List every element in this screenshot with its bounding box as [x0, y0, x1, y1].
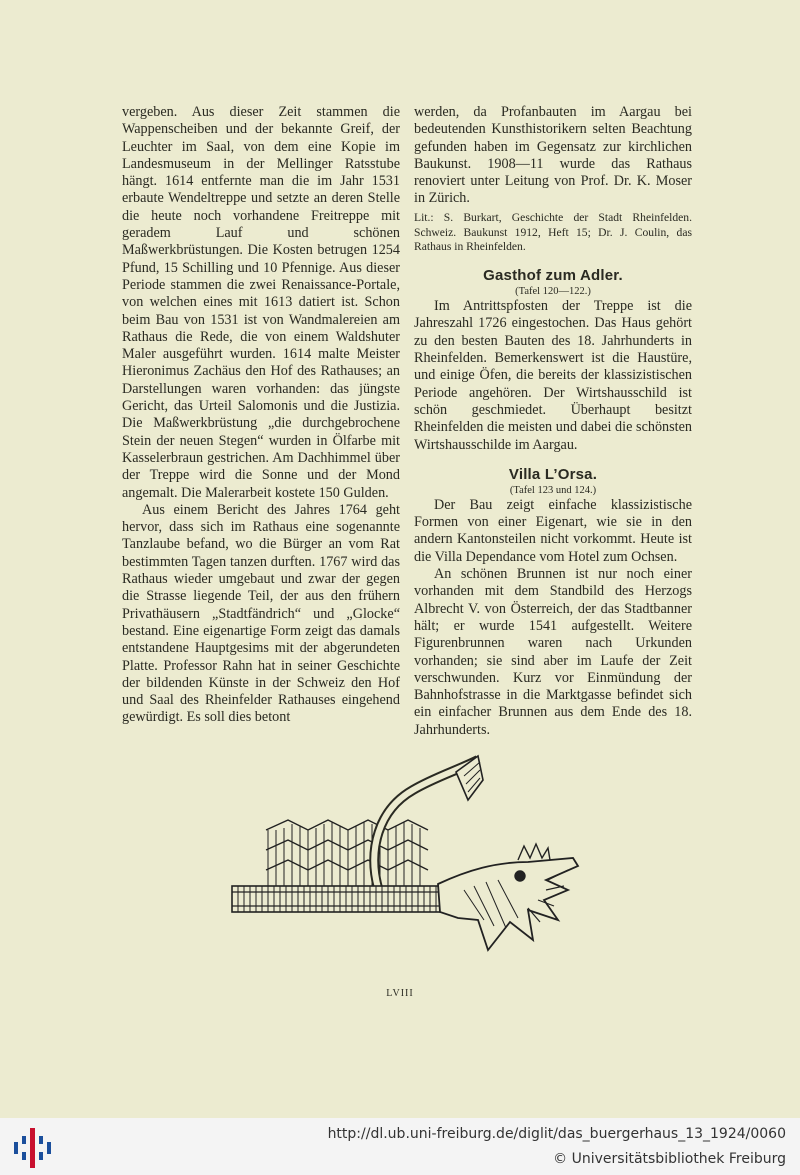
- plate-reference-2: (Tafel 123 und 124.): [509, 484, 597, 496]
- dragon-gargoyle-icon: [228, 750, 598, 970]
- right-paragraph-4: An schönen Brunnen ist nur noch einer vorhanden mit dem Standbild des Herzogs Albrecht V. von Österreich, der das Stadtbanner hält; er wurde 1541 aufgestellt. Weitere Figurenbrunnen waren nach Urkunden vorhanden; sie sind aber im Laufe der Zeit verschwunden. Kurz vor Einmündung der Bahnhofstrasse in die Marktgasse befindet sich ein einfacher Brunnen aus dem Ende des 18. Jahrhunderts.: [414, 566, 692, 738]
- right-paragraph-2: Im Antrittspfosten der Treppe ist die Jahreszahl 1726 eingestochen. Das Haus gehört zu den besten Bauten des 18. Jahrhunderts in Rheinfelden. Bemerkenswert ist die Haustüre, und einige Öfen, die bereits der klassizistischen Periode angehören. Der Wirtshausschild ist schön geschmiedet. Überhaupt besitzt Rheinfelden die meisten und dabei die schönsten Wirtshausschilde im Aargau.: [414, 298, 692, 453]
- university-library-logo-icon: [12, 1126, 54, 1170]
- page-number: LVIII: [386, 988, 414, 999]
- left-paragraph-2: Aus einem Bericht des Jahres 1764 geht hervor, dass sich im Rathaus eine sogenannte Tanzlaube befand, wo die Bürger an vom Rat bestimmten Tagen tanzen durften. 1767 wird das Rathaus wieder umgebaut und zwar der gegen die Strasse liegende Teil, der aus den frühern Privathäusern „Stadtfändrich“ und „Glocke“ bestand. Eine eigenartige Form zeigt das damals entstandene Hauptgesims mit der abgerundeten Platte. Professor Rahn hat in seiner Geschichte der bildenden Künste in der Schweiz den Hof und Saal des Rheinfelder Rathauses eingehend gewürdigt. Es soll dies betont: [122, 501, 400, 726]
- left-column: [122, 104, 400, 727]
- plate-reference-1: (Tafel 120—122.): [515, 286, 591, 298]
- heading-villa-lorsa: Villa L’Orsa.: [508, 465, 598, 483]
- footer-bar: [0, 1118, 800, 1175]
- source-url-link[interactable]: http://dl.ub.uni-freiburg.de/diglit/das_buergerhaus_13_1924/0060: [327, 1126, 786, 1142]
- right-paragraph-1: werden, da Profanbauten im Aargau bei bedeutenden Kunsthistorikern selten Beachtung gefunden haben im Gegensatz zur kirchlichen Baukunst. 1908—11 wurde das Rathaus renoviert unter Leitung von Prof. Dr. K. Moser in Zürich.: [414, 104, 692, 207]
- right-paragraph-3: Der Bau zeigt einfache klassizistische Formen von einer Eigenart, wie sie in den andern Kantonsteilen nicht vorkommt. Heute ist die Villa Dependance vom Hotel zum Ochsen.: [414, 496, 692, 565]
- literature-note: Lit.: S. Burkart, Geschichte der Stadt Rheinfelden. Schweiz. Baukunst 1912, Heft 15; Dr. J. Coulin, das Rathaus in Rheinfelden.: [414, 210, 692, 254]
- copyright-notice: © Universitätsbibliothek Freiburg: [553, 1151, 786, 1167]
- heading-gasthof-adler: Gasthof zum Adler.: [483, 267, 623, 285]
- left-paragraph-1: vergeben. Aus dieser Zeit stammen die Wappenscheiben und der bekannte Greif, der Leuchter im Saal, von dem eine Kopie im Landesmuseum in der Mellinger Ratsstube hängt. 1614 entfernte man die im Jahr 1531 erbaute Wendeltreppe und setzte an deren Stelle die heute noch vorhandene Freitreppe mit geradem Lauf und schönen Maßwerkbrüstungen. Die Kosten betrugen 1254 Pfund, 15 Schilling und 10 Pfennige. Aus dieser Periode stammen die zwei Renaissance-Portale, von welchen eines mit 1613 datiert ist. Schon beim Bau von 1531 ist von Wandmalereien am Rathaus die Rede, die von einem Waldshuter Maler ausgeführt wurden. 1614 malte Meister Hieronimus Zachäus den Hof des Rathauses; an Darstellungen waren vorhanden: das jüngste Gericht, das Urteil Salomonis und die Justizia. Die Maßwerkbrüstung „die durchgebrochene Stein der neuen Stegen“ wurden in Ölfarbe mit Kasselerbraun gestrichen. Am Dachhimmel über der Treppe wird die Sonne und der Mond angemalt. Die Malerarbeit kostete 150 Gulden.: [122, 104, 400, 501]
- right-column: [414, 104, 692, 739]
